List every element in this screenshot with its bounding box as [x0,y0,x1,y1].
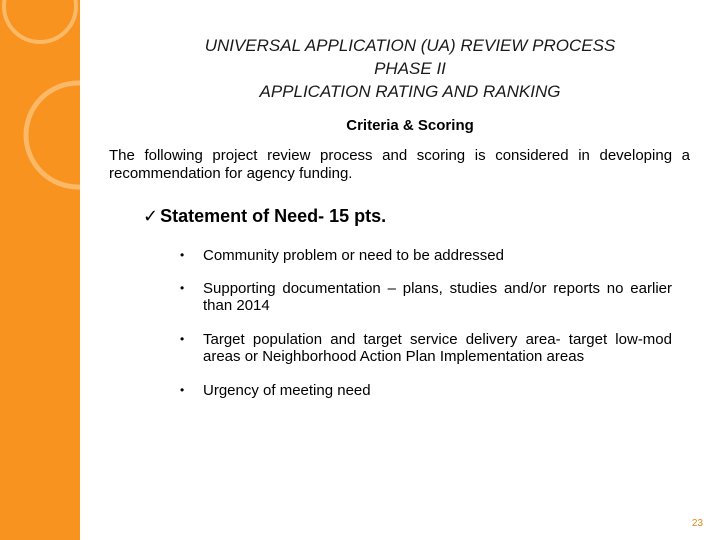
slide-title [120,34,700,103]
section-heading-text: Statement of Need- 15 pts. [160,206,387,226]
list-item [180,382,672,399]
list-item [180,247,672,264]
bullet-icon: • [180,248,185,262]
list-item-text: Community problem or need to be addressed [203,247,504,264]
intro-paragraph: The following project review process and scoring is considered in developing a recommendation for agency funding. [109,147,690,182]
decorative-circle-bottom [26,83,80,187]
title-line-2: PHASE II [374,59,446,78]
list-item-text: Supporting documentation – plans, studies and/or reports no earlier than 2014 [203,280,672,314]
criteria-list [180,247,672,399]
title-line-3: APPLICATION RATING AND RANKING [259,82,561,101]
page-number: 23 [691,518,703,529]
decorative-circles-graphic [0,0,80,540]
list-item [180,331,672,365]
checkmark-icon: ✓ [143,206,159,226]
list-item-text: Target population and target service delivery area- target low-mod areas or Neighborhood Action Plan Implementation areas [203,331,672,365]
section-heading [143,206,386,227]
bullet-icon: • [180,383,185,397]
title-line-1: UNIVERSAL APPLICATION (UA) REVIEW PROCESS [204,36,616,55]
bullet-icon: • [180,281,185,295]
decorative-sidebar [0,0,80,540]
bullet-icon: • [180,332,185,346]
decorative-circle-top [4,0,76,42]
subtitle: Criteria & Scoring [346,117,474,134]
list-item-text: Urgency of meeting need [203,382,371,399]
list-item [180,280,672,314]
